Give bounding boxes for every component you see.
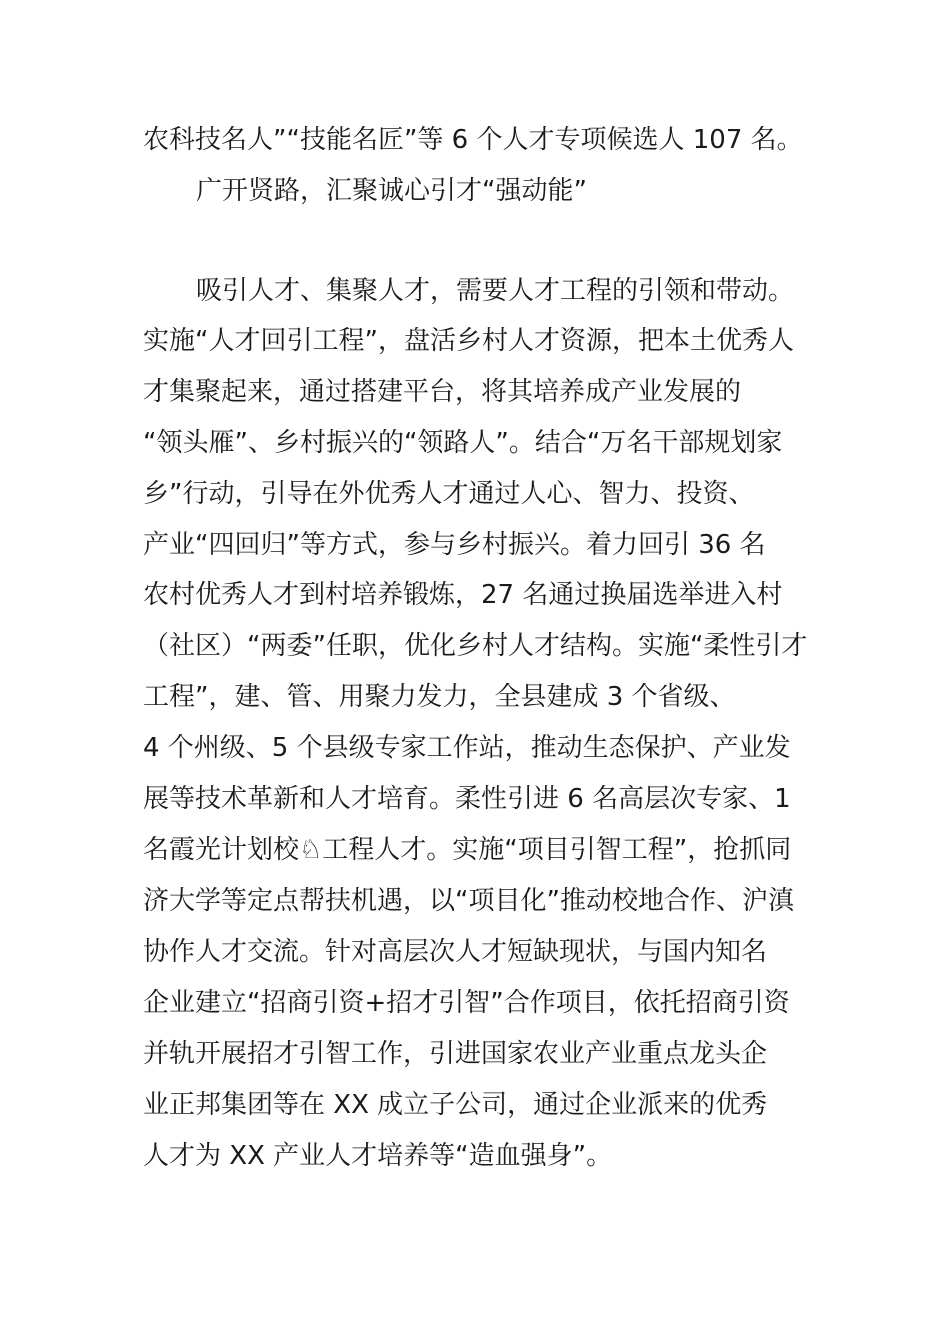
paragraph-line: 乡”行动，引导在外优秀人才通过人心、智力、投资、	[143, 479, 755, 509]
section-heading: 广开贤路，汇聚诚心引才“强动能”	[196, 176, 587, 206]
paragraph-line: 吸引人才、集聚人才，需要人才工程的引领和带动。	[196, 276, 795, 306]
paragraph-line: 才集聚起来，通过搭建平台，将其培养成产业发展的	[143, 377, 742, 407]
paragraph-line: （社区）“两委”任职，优化乡村人才结构。实施“柔性引才	[143, 631, 808, 661]
paragraph-line: 农村优秀人才到村培养锻炼，27 名通过换届选举进入村	[143, 580, 783, 610]
paragraph-line: 企业建立“招商引资+招才引智”合作项目，依托招商引资	[143, 988, 790, 1018]
continuation-line: 农科技名人”“技能名匠”等 6 个人才专项候选人 107 名。	[143, 125, 803, 155]
paragraph-line: 产业“四回归”等方式，参与乡村振兴。着力回引 36 名	[143, 530, 766, 560]
paragraph-line: 名霞光计划校♘工程人才。实施“项目引智工程”，抢抓同	[143, 835, 792, 865]
paragraph-line: “领头雁”、乡村振兴的“领路人”。结合“万名干部规划家	[143, 428, 783, 458]
paragraph-line: 济大学等定点帮扶机遇，以“项目化”推动校地合作、沪滇	[143, 886, 794, 916]
paragraph-line: 并轨开展招才引智工作，引进国家农业产业重点龙头企	[143, 1039, 768, 1069]
paragraph-line: 4 个州级、5 个县级专家工作站，推动生态保护、产业发	[143, 733, 791, 763]
paragraph-line: 业正邦集团等在 XX 成立子公司，通过企业派来的优秀	[143, 1090, 768, 1120]
paragraph-line: 展等技术革新和人才培育。柔性引进 6 名高层次专家、1	[143, 784, 791, 814]
paragraph-line: 人才为 XX 产业人才培养等“造血强身”。	[143, 1141, 613, 1171]
paragraph-line: 协作人才交流。针对高层次人才短缺现状，与国内知名	[143, 937, 768, 967]
paragraph-line: 工程”，建、管、用聚力发力，全县建成 3 个省级、	[143, 682, 736, 712]
paragraph-line: 实施“人才回引工程”，盘活乡村人才资源，把本土优秀人	[143, 326, 794, 356]
